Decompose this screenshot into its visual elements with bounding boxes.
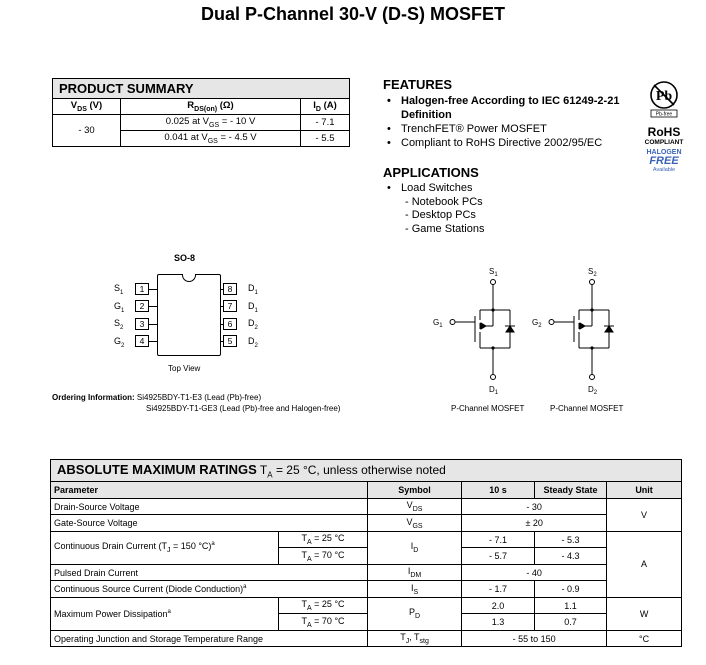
applications-section (383, 165, 643, 236)
param-tj: Operating Junction and Storage Temperature Range (51, 630, 368, 647)
free-label: FREE (649, 155, 679, 167)
g1-label: $G_1$ (433, 318, 443, 329)
rohs-badge (636, 80, 692, 173)
application-subitem: - Notebook PCs (405, 195, 483, 208)
ordering-label: Ordering Information: (52, 393, 135, 402)
pb-free-icon (647, 80, 681, 118)
pin-label-d1: $D_1$ (248, 301, 258, 314)
pin-lead (149, 306, 157, 307)
symbol-is: $I_S$ (367, 581, 461, 598)
symbol-id: $I_D$ (367, 531, 461, 564)
value-idm: - 40 (462, 564, 607, 581)
mosfet-1-symbol (450, 280, 515, 380)
symbol-idm: $I_{DM}$ (367, 564, 461, 581)
halogen-label: HALOGEN (646, 149, 682, 156)
symbol-vgs: $V_{GS}$ (367, 515, 461, 532)
features-heading: FEATURES (383, 77, 453, 92)
unit-c: °C (607, 630, 682, 647)
unit-w: W (607, 597, 682, 630)
vds-value: - 30 (53, 115, 121, 147)
application-subitem: - Desktop PCs (405, 209, 476, 221)
pin-lead (149, 341, 157, 342)
unit-a: A (607, 531, 682, 597)
pin-lead (149, 289, 157, 290)
d1-label: $D_1$ (489, 385, 499, 396)
feature-item: • TrenchFET® Power MOSFET (383, 122, 648, 136)
svg-text:Pb: Pb (655, 89, 673, 104)
col-symbol: Symbol (367, 482, 461, 499)
ordering-line2: Si4925BDY-T1-GE3 (Lead (Pb)-free and Halogen-free) (146, 404, 341, 413)
col-10s: 10 s (462, 482, 535, 499)
value-id-ss: - 4.3 (534, 548, 606, 565)
feature-item: • Halogen-free According to IEC 61249-2-21 Definition (383, 94, 648, 122)
value-tj: - 55 to 150 (462, 630, 607, 647)
pin-number: 3 (135, 318, 149, 330)
value-id-ss: - 5.3 (534, 531, 606, 548)
mosfet-1-caption: P-Channel MOSFET (451, 404, 525, 413)
mosfet-2-symbol (549, 280, 614, 380)
pin-number: 6 (223, 318, 237, 330)
available-label: Available (652, 167, 676, 173)
s1-label: $S_1$ (489, 267, 498, 278)
symbol-tj: $T_J$, $T_{stg}$ (367, 630, 461, 647)
rds-value: 0.041 at $V_{GS}$ = - 4.5 V (121, 131, 301, 147)
page-title: Dual P-Channel 30-V (D-S) MOSFET (200, 4, 506, 24)
unit-v: V (607, 498, 682, 531)
cond-ta-25: $T_A = 25$ °C (279, 531, 368, 548)
pin-number: 8 (223, 283, 237, 295)
features-section (383, 77, 648, 150)
symbol-pd: $P_D$ (367, 597, 461, 630)
cond-ta-70: $T_A = 70$ °C (279, 614, 368, 631)
product-summary-heading: PRODUCT SUMMARY (53, 79, 350, 99)
col-id-header: $I_D$ (A) (301, 99, 350, 115)
svg-text:Pb-free: Pb-free (655, 111, 673, 118)
compliant-label: COMPLIANT (644, 139, 684, 146)
pin-label-s2: $S_2$ (114, 318, 124, 331)
pin-number: 4 (135, 335, 149, 347)
applications-heading: APPLICATIONS (383, 165, 479, 180)
col-rds-header: $R_{DS(on)}$ (Ω) (121, 99, 301, 115)
value-id-10s: - 7.1 (462, 531, 535, 548)
mosfet-2-caption: P-Channel MOSFET (550, 404, 624, 413)
value-is-10s: - 1.7 (462, 581, 535, 598)
package-name: SO-8 (174, 253, 196, 263)
value-is-ss: - 0.9 (534, 581, 606, 598)
g2-label: $G_2$ (532, 318, 542, 329)
pin-lead (149, 324, 157, 325)
col-unit: Unit (607, 482, 682, 499)
rds-value: 0.025 at $V_{GS}$ = - 10 V (121, 115, 301, 131)
ordering-info (52, 392, 340, 414)
col-vds-header: $V_{DS}$ (V) (53, 99, 121, 115)
rohs-label: RoHS (647, 125, 681, 139)
cond-ta-70: $T_A = 70$ °C (279, 548, 368, 565)
value-pd-ss: 0.7 (534, 614, 606, 631)
param-vgs: Gate-Source Voltage (51, 515, 368, 532)
ordering-line1: Si4925BDY-T1-E3 (Lead (Pb)-free) (136, 393, 262, 402)
pin-number: 1 (135, 283, 149, 295)
pin-label-s1: $S_1$ (114, 283, 124, 296)
param-is: Continuous Source Current (Diode Conduction)$^a$ (51, 581, 368, 598)
id-value: - 7.1 (301, 115, 350, 131)
param-vds: Drain-Source Voltage (51, 498, 368, 515)
amr-heading: ABSOLUTE MAXIMUM RATINGS $T_A = 25$ °C, unless otherwise noted (51, 460, 682, 482)
value-pd-10s: 2.0 (462, 597, 535, 614)
mosfet-schematics (420, 262, 670, 420)
pin-label-d1: $D_1$ (248, 283, 258, 296)
pin-label-g1: $G_1$ (114, 301, 125, 314)
value-vgs: ± 20 (462, 515, 607, 532)
pin-number: 5 (223, 335, 237, 347)
cond-ta-25: $T_A = 25$ °C (279, 597, 368, 614)
application-subitem: - Game Stations (405, 222, 485, 235)
pin1-notch (182, 274, 196, 282)
id-value: - 5.5 (301, 131, 350, 147)
application-item: • Load Switches (383, 182, 643, 196)
package-body (157, 274, 221, 356)
product-summary-table (52, 78, 350, 147)
s2-label: $S_2$ (588, 267, 597, 278)
value-vds: - 30 (462, 498, 607, 515)
col-parameter: Parameter (51, 482, 368, 499)
feature-item: • Compliant to RoHS Directive 2002/95/EC (383, 136, 648, 150)
value-pd-10s: 1.3 (462, 614, 535, 631)
pin-number: 7 (223, 300, 237, 312)
value-pd-ss: 1.1 (534, 597, 606, 614)
param-id: Continuous Drain Current ($T_J = 150$ °C)$^a$ (51, 531, 279, 564)
symbol-vds: $V_{DS}$ (367, 498, 461, 515)
pin-number: 2 (135, 300, 149, 312)
col-steady-state: Steady State (534, 482, 606, 499)
d2-label: $D_2$ (588, 385, 598, 396)
pin-label-d2: $D_2$ (248, 336, 258, 349)
pin-label-d2: $D_2$ (248, 318, 258, 331)
absolute-max-ratings-table (50, 459, 682, 647)
top-view-label: Top View (168, 364, 201, 373)
value-id-10s: - 5.7 (462, 548, 535, 565)
param-pd: Maximum Power Dissipation$^a$ (51, 597, 279, 630)
param-idm: Pulsed Drain Current (51, 564, 368, 581)
pin-label-g2: $G_2$ (114, 336, 125, 349)
